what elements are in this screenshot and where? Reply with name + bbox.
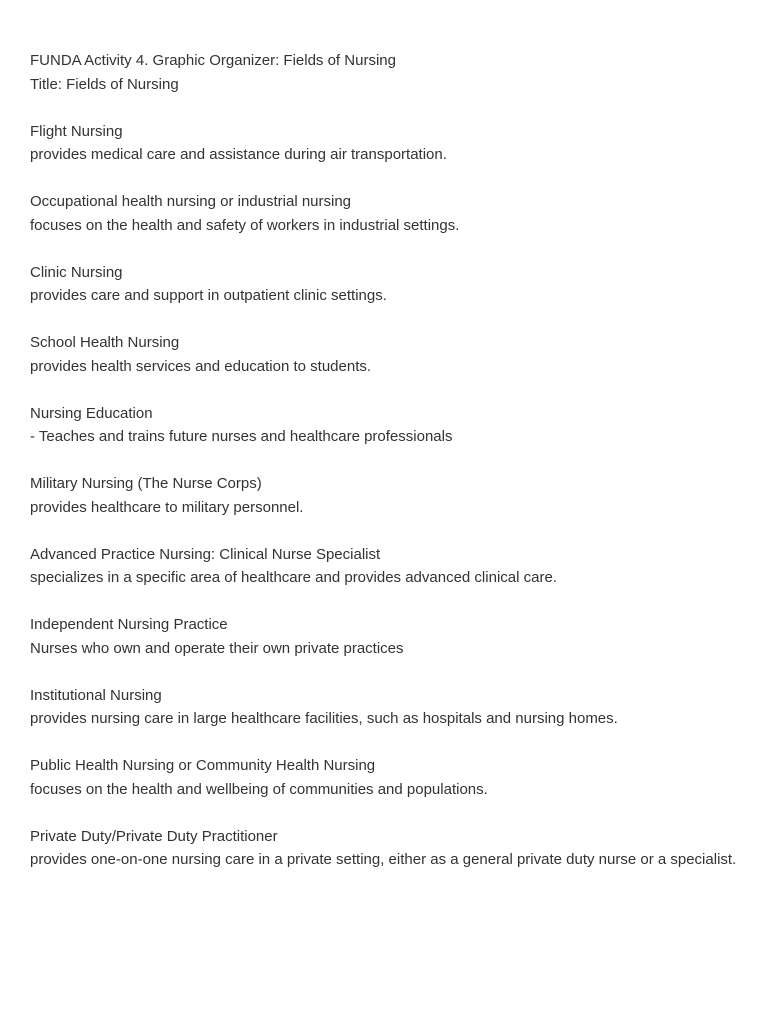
nursing-field-entry	[30, 684, 738, 731]
nursing-field-entry	[30, 472, 738, 519]
nursing-field-description: provides one-on-one nursing care in a private setting, either as a general private duty nurse or a specialist.	[30, 851, 737, 868]
nursing-field-name: Institutional Nursing	[30, 686, 162, 704]
nursing-field-description: focuses on the health and safety of workers in industrial settings.	[30, 216, 460, 234]
nursing-field-description: - Teaches and trains future nurses and healthcare professionals	[30, 428, 453, 445]
nursing-field-entry	[30, 543, 738, 590]
nursing-field-entry	[30, 261, 738, 308]
nursing-field-entry	[30, 402, 738, 449]
nursing-field-description: provides nursing care in large healthcare facilities, such as hospitals and nursing homes.	[30, 710, 618, 727]
nursing-field-name: Occupational health nursing or industrial nursing	[30, 193, 352, 210]
nursing-field-name: School Health Nursing	[30, 334, 180, 351]
nursing-field-name: Advanced Practice Nursing: Clinical Nurse Specialist	[30, 545, 381, 563]
nursing-field-description: provides care and support in outpatient clinic settings.	[30, 287, 387, 304]
nursing-field-name: Flight Nursing	[30, 122, 123, 140]
document-title-line: Title: Fields of Nursing	[30, 75, 179, 93]
nursing-field-name: Military Nursing (The Nurse Corps)	[30, 475, 262, 492]
nursing-field-name: Nursing Education	[30, 404, 153, 422]
nursing-field-entry	[30, 331, 738, 378]
nursing-field-name: Independent Nursing Practice	[30, 616, 228, 633]
entries-list	[30, 120, 738, 872]
nursing-field-name: Private Duty/Private Duty Practitioner	[30, 827, 278, 845]
nursing-field-description: provides medical care and assistance during air transportation.	[30, 146, 447, 163]
document-heading: FUNDA Activity 4. Graphic Organizer: Fields of Nursing	[30, 52, 396, 69]
nursing-field-description: focuses on the health and wellbeing of communities and populations.	[30, 780, 488, 798]
nursing-field-description: provides healthcare to military personnel.	[30, 498, 304, 516]
nursing-field-entry	[30, 190, 738, 237]
nursing-field-description: Nurses who own and operate their own private practices	[30, 639, 404, 657]
nursing-field-name: Public Health Nursing or Community Health Nursing	[30, 757, 376, 774]
nursing-field-name: Clinic Nursing	[30, 263, 123, 281]
nursing-field-entry	[30, 120, 738, 167]
nursing-field-entry	[30, 754, 738, 801]
nursing-field-description: provides health services and education to students.	[30, 357, 372, 375]
document-header	[30, 49, 738, 96]
nursing-field-entry	[30, 825, 738, 872]
nursing-field-description: specializes in a specific area of healthcare and provides advanced clinical care.	[30, 569, 557, 586]
nursing-field-entry	[30, 613, 738, 660]
